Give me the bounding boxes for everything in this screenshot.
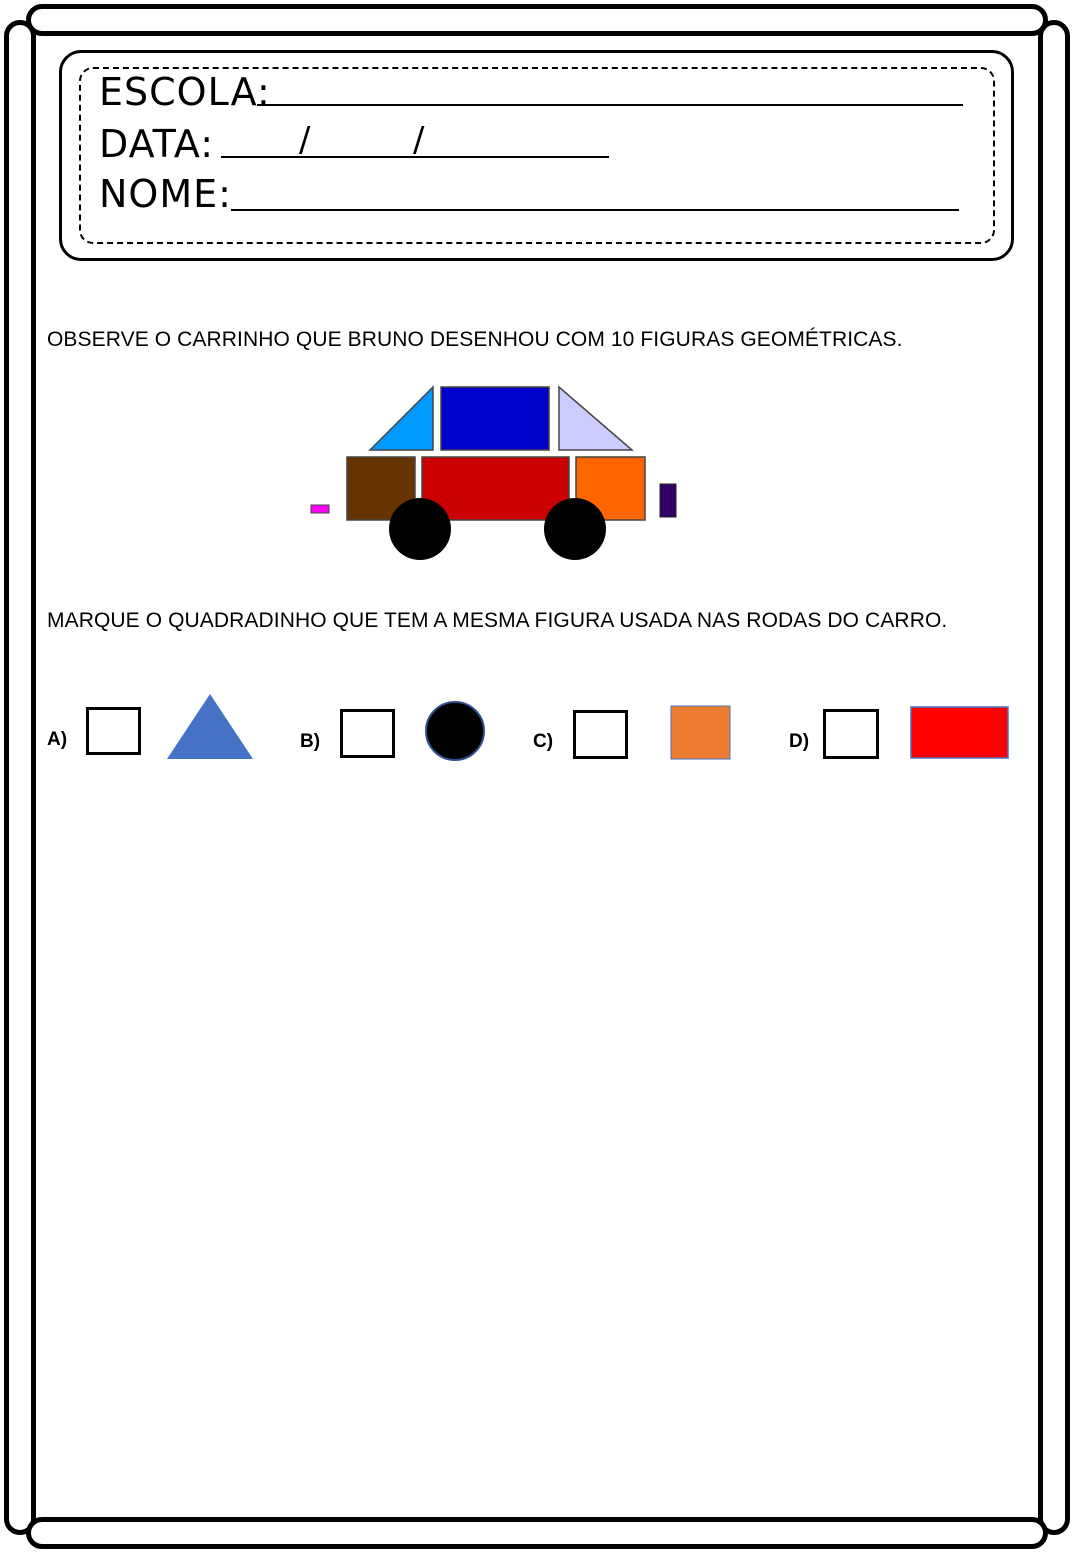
option-a-checkbox[interactable] [86, 707, 141, 755]
car-front-triangle [370, 387, 433, 450]
rectangle-icon [910, 706, 1010, 760]
option-c-checkbox[interactable] [573, 710, 628, 759]
school-field[interactable] [257, 104, 963, 106]
frame-right-border [1038, 20, 1070, 1535]
frame-bottom-border [26, 1517, 1048, 1549]
date-separator-2: / [413, 120, 425, 160]
car-left-wheel [389, 498, 451, 560]
name-label: NOME: [99, 172, 232, 216]
car-right-wheel [544, 498, 606, 560]
date-separator-1: / [299, 120, 311, 160]
triangle-icon [165, 692, 255, 762]
date-label: DATA: [99, 122, 215, 166]
frame-left-border [4, 20, 36, 1535]
option-c-label: C) [533, 731, 554, 752]
option-b-checkbox[interactable] [340, 709, 395, 758]
frame-top-border [26, 4, 1048, 36]
square-icon [670, 705, 732, 761]
option-d-checkbox[interactable] [823, 709, 879, 759]
option-a-label: A) [47, 729, 68, 750]
car-rear-light [660, 484, 676, 517]
question-1-text: OBSERVE O CARRINHO QUE BRUNO DESENHOU COM 10 FIGURAS GEOMÉTRICAS. [47, 328, 903, 351]
car-windshield-square [441, 387, 549, 450]
name-field[interactable] [231, 209, 959, 211]
school-label: ESCOLA: [99, 70, 271, 114]
option-d-label: D) [789, 731, 810, 752]
car-illustration [300, 380, 700, 570]
car-front-light [311, 505, 329, 513]
circle-icon [424, 700, 486, 762]
car-rear-triangle [559, 387, 632, 450]
question-2-text: MARQUE O QUADRADINHO QUE TEM A MESMA FIGURA USADA NAS RODAS DO CARRO. [47, 609, 948, 632]
option-b-label: B) [300, 731, 321, 752]
